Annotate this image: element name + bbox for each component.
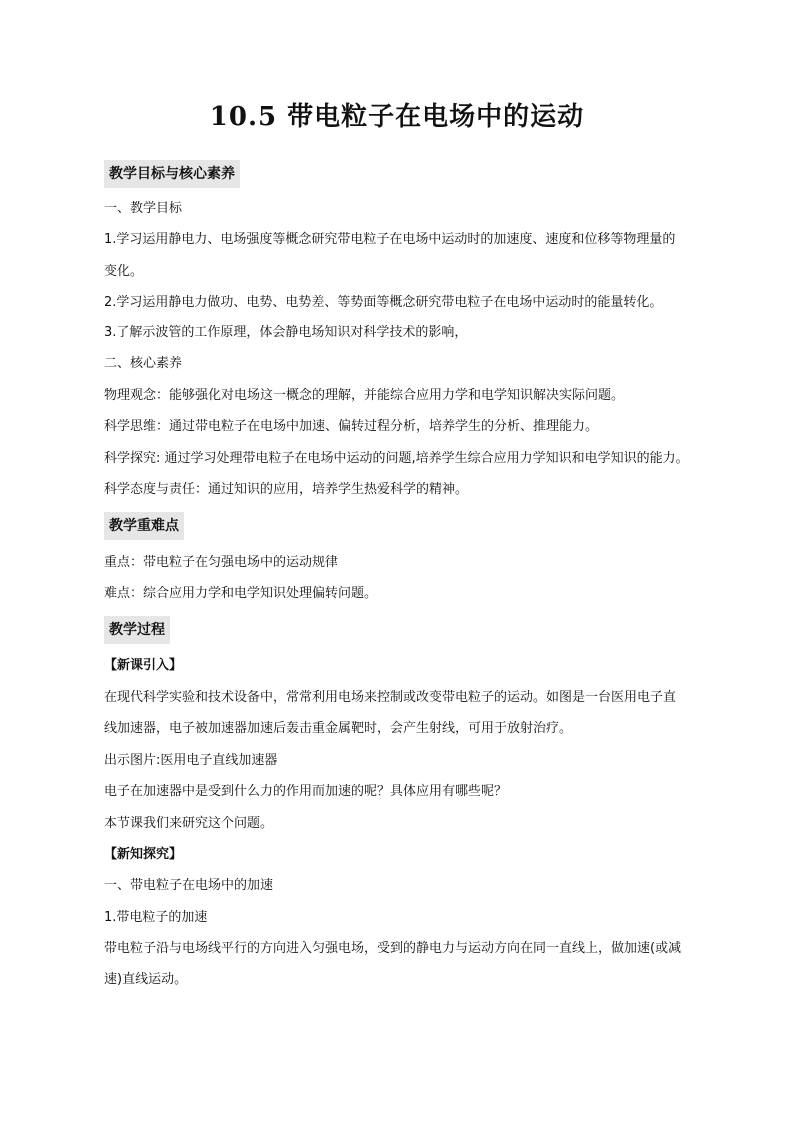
difficult-point: 难点：综合应用力学和电学知识处理偏转问题。 — [104, 586, 378, 601]
page-title: 10.5 带电粒子在电场中的运动 — [209, 102, 585, 132]
intro-question: 电子在加速器中是受到什么力的作用而加速的呢？具体应用有哪些呢？ — [104, 784, 508, 799]
section-heading-process: 教学过程 — [104, 616, 170, 644]
intro-study-note: 本节课我们来研究这个问题。 — [104, 816, 274, 831]
new-lesson-intro-label: 【新课引入】 — [104, 658, 183, 673]
core-literacy-subheading: 二、核心素养 — [104, 356, 183, 371]
section-heading-difficulty: 教学重难点 — [104, 512, 184, 540]
body-paragraph-line-2: 速)直线运动。 — [104, 972, 188, 987]
core-literacy-attitude: 科学态度与责任：通过知识的应用，培养学生热爱科学的精神。 — [104, 482, 469, 497]
intro-paragraph-line-1: 在现代科学实验和技术设备中，常常利用电场来控制或改变带电粒子的运动。如图是一台医用电子直 — [104, 690, 677, 705]
goal-item-1-line-2: 变化。 — [104, 264, 144, 279]
core-literacy-inquiry: 科学探究: 通过学习处理带电粒子在电场中运动的问题,培养学生综合应用力学知识和电学知识的能力。 — [104, 451, 689, 466]
core-literacy-thinking: 科学思维：通过带电粒子在电场中加速、偏转过程分析，培养学生的分析、推理能力。 — [104, 419, 599, 434]
show-image-note: 出示图片:医用电子直线加速器 — [104, 753, 278, 768]
goal-item-3: 3.了解示波管的工作原理，体会静电场知识对科学技术的影响， — [104, 325, 468, 340]
body-paragraph-line-1: 带电粒子沿与电场线平行的方向进入匀强电场，受到的静电力与运动方向在同一直线上，做加速(或减 — [104, 941, 682, 956]
goals-subheading: 一、教学目标 — [104, 201, 183, 216]
key-point: 重点：带电粒子在匀强电场中的运动规律 — [104, 555, 339, 570]
goal-item-1-line-1: 1.学习运用静电力、电场强度等概念研究带电粒子在电场中运动时的加速度、速度和位移等物理量的 — [104, 232, 676, 247]
new-knowledge-label: 【新知探究】 — [104, 847, 183, 862]
core-literacy-physics: 物理观念：能够强化对电场这一概念的理解，并能综合应用力学和电学知识解决实际问题。 — [104, 388, 625, 403]
intro-paragraph-line-2: 线加速器，电子被加速器加速后轰击重金属靶时，会产生射线，可用于放射治疗。 — [104, 721, 573, 736]
goal-item-2: 2.学习运用静电力做功、电势、电势差、等势面等概念研究带电粒子在电场中运动时的能量转化。 — [104, 295, 663, 310]
section-heading-goals: 教学目标与核心素养 — [104, 160, 240, 188]
part-one-heading: 一、带电粒子在电场中的加速 — [104, 878, 274, 893]
subsection-heading: 1.带电粒子的加速 — [104, 910, 208, 925]
